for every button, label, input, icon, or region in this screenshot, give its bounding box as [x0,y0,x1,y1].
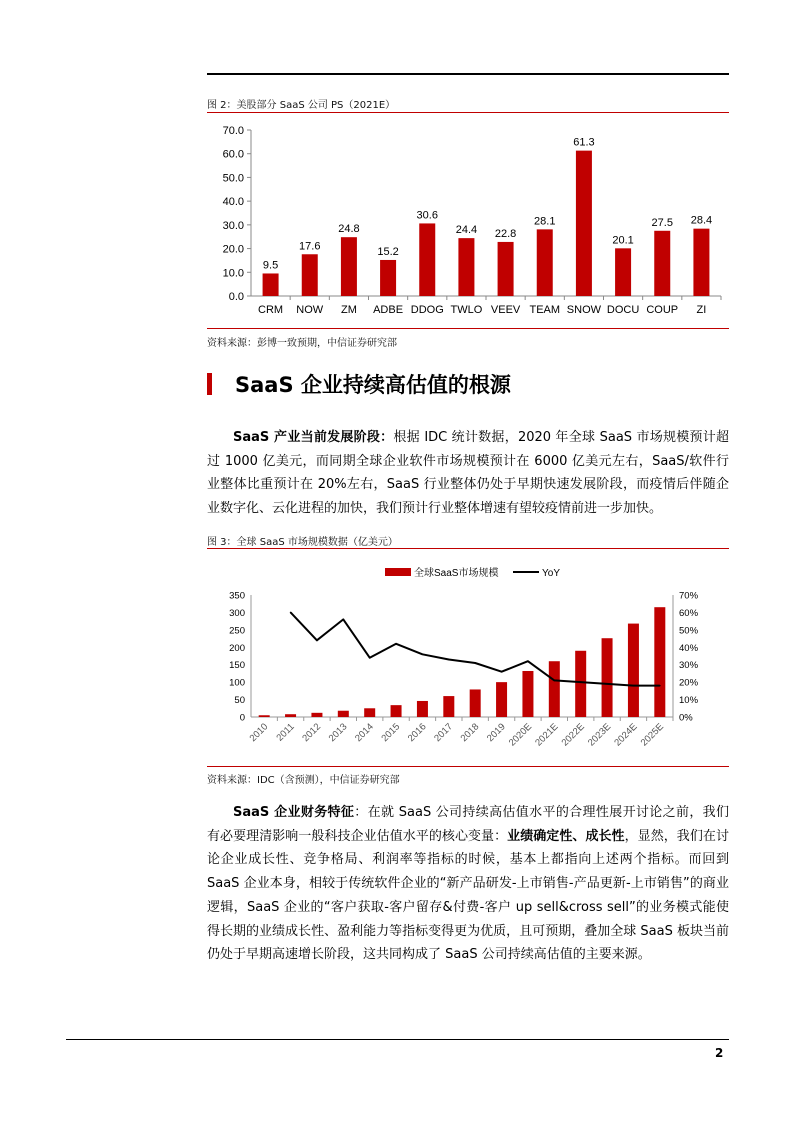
figure-2-top-rule [207,112,729,113]
paragraph-lead: SaaS 企业财务特征 [233,805,355,820]
bar [259,715,270,717]
y-left-tick-label: 250 [229,625,245,637]
y-tick-label: 50.0 [222,172,244,185]
paragraph-text: ，显然，我们在讨论企业成长性、竞争格局、利润率等指标的时候，基本上都指向上述两个指标。而回到 SaaS 企业本身，相较于传统软件企业的“新产品研发-上市销售-产品更新-上市销售”的商业逻辑，SaaS 企业的“客户获取-客户留存&付费-客户 up sell&cross sell”的业务模式能使得长期的业绩成长性、盈利能力等指标变得更为优质，且可预期，叠加全球 SaaS 板块当前仍处于早期高速增长阶段，这共同构成了 SaaS 公司持续高估值的主要来源。 [207,828,729,963]
yoy-point [290,612,292,614]
bar [602,638,613,717]
yoy-point [580,681,582,683]
data-label: 28.1 [534,215,556,228]
figure-2-bottom-rule [207,328,729,329]
data-label: 28.4 [690,214,713,227]
yoy-point [343,619,345,621]
data-label: 15.2 [377,245,399,258]
y-left-tick-label: 50 [234,695,245,707]
header-rule [207,73,729,75]
yoy-point [474,662,476,664]
yoy-point [659,685,661,687]
bar [470,689,481,717]
bar [549,661,560,717]
yoy-point [422,653,424,655]
y-tick-label: 40.0 [222,196,244,209]
footer-rule [66,1039,729,1040]
section-marker [207,373,212,395]
y-right-tick-label: 20% [679,677,699,689]
y-right-tick-label: 70% [679,590,699,602]
x-tick-label: 2018 [458,721,482,745]
yoy-point [501,671,503,673]
saas-market-chart [207,556,729,764]
y-left-tick-label: 200 [229,642,245,654]
x-tick-label: COUP [646,304,679,316]
data-label: 30.6 [416,209,438,222]
bar [443,696,454,717]
x-tick-label: NOW [296,304,324,316]
y-left-tick-label: 100 [229,677,245,689]
bar [537,229,553,296]
data-label: 20.1 [612,234,634,247]
data-label: 27.5 [651,216,673,229]
paragraph-text: 根据 IDC 统计数据，2020 年全球 SaaS 市场规模预计超过 1000 亿美元，而同期全球企业软件市场规模预计在 6000 亿美元左右，SaaS/软件行业整体比重预计在 20%左右，SaaS 行业整体仍处于早期快速发展阶段，而疫情后伴随企业数字化、云化进程的加快，我们预计行业整体增速有望较疫情前进一步加快。 [207,430,730,517]
x-tick-label: VEEV [490,304,521,316]
x-tick-label: SNOW [566,304,602,316]
yoy-point [633,685,635,687]
bar [263,273,279,296]
paragraph-financial-features [207,801,729,967]
x-tick-label: 2015 [379,721,403,745]
x-tick-label: 2013 [326,721,350,745]
bar [417,701,428,717]
x-tick-label: 2019 [484,721,508,745]
figure-3-bottom-rule [207,766,729,767]
data-label: 24.4 [455,224,478,237]
figure-3-top-rule [207,548,729,549]
y-right-tick-label: 30% [679,660,699,672]
x-tick-label: 2020E [506,721,535,749]
x-tick-label: ZM [340,304,357,316]
y-left-tick-label: 0 [239,712,245,724]
bar [628,624,639,717]
x-tick-label: TWLO [450,304,483,316]
bar [338,711,349,717]
x-tick-label: 2016 [405,721,429,745]
y-right-tick-label: 60% [679,607,699,619]
figure-3-source: 资料来源：IDC（含预测），中信证券研究部 [207,775,400,786]
bar [391,705,402,717]
x-tick-label: ADBE [373,304,404,316]
x-tick-label: ZI [696,304,707,316]
bar [522,671,533,717]
x-tick-label: 2010 [247,721,271,745]
bar [615,248,631,296]
y-right-tick-label: 10% [679,695,699,707]
y-left-tick-label: 300 [229,607,245,619]
paragraph-industry-stage [207,426,729,521]
legend-label-line: YoY [542,568,560,579]
page-number: 2 [715,1046,724,1060]
data-label: 61.3 [573,136,595,149]
y-left-tick-label: 350 [229,590,245,602]
figure-2-source: 资料来源：彭博一致预期，中信证券研究部 [207,338,397,349]
yoy-point [554,680,556,682]
bar [341,237,357,296]
x-tick-label: 2017 [432,721,455,745]
y-tick-label: 0.0 [228,291,244,303]
x-tick-label: 2023E [585,721,614,749]
x-tick-label: 2025E [638,721,666,749]
x-tick-label: 2014 [353,721,376,745]
y-tick-label: 70.0 [222,125,244,137]
legend-swatch-bar [385,568,411,576]
bar [575,651,586,717]
y-tick-label: 30.0 [222,219,244,232]
x-tick-label: TEAM [529,304,561,316]
x-tick-label: 2022E [559,721,587,749]
y-right-tick-label: 50% [679,625,699,637]
x-tick-label: CRM [258,304,284,316]
x-tick-label: DDOG [410,304,444,316]
figure-3-caption: 图 3：全球 SaaS 市场规模数据（亿美元） [207,537,398,548]
bar [576,151,592,296]
y-tick-label: 20.0 [222,243,244,256]
yoy-point [369,657,371,659]
bar [498,242,514,296]
data-label: 17.6 [299,240,321,253]
yoy-point [395,643,397,645]
bar [311,713,322,717]
bar [693,229,709,296]
yoy-point [606,683,608,685]
bar [496,682,507,717]
bar [380,260,396,296]
x-tick-label: 2012 [300,721,324,745]
paragraph-lead: SaaS 产业当前发展阶段： [233,430,394,445]
figure-2-caption: 图 2：美股部分 SaaS 公司 PS（2021E） [207,100,396,111]
x-tick-label: 2011 [274,721,297,744]
yoy-point [448,659,450,661]
section-title: SaaS 企业持续高估值的根源 [235,373,511,397]
bar [458,238,474,296]
ps-bar-chart [207,116,729,326]
legend-label-bar: 全球SaaS市场规模 [414,568,499,579]
x-tick-label: 2021E [533,721,561,749]
y-tick-label: 60.0 [222,148,244,161]
y-right-tick-label: 40% [679,642,699,654]
bar [285,714,296,717]
yoy-point [527,660,529,662]
data-label: 22.8 [494,227,517,240]
y-right-tick-label: 0% [679,712,693,724]
x-tick-label: 2024E [612,721,640,749]
x-tick-label: DOCU [606,304,640,316]
data-label: 24.8 [338,223,360,236]
bar [364,708,375,717]
yoy-point [316,640,318,642]
bar [654,607,665,717]
y-tick-label: 10.0 [222,267,244,280]
paragraph-bold: 业绩确定性、成长性 [507,828,625,844]
bar [654,231,670,296]
y-left-tick-label: 150 [229,660,245,672]
bar [302,254,318,296]
data-label: 9.5 [262,259,279,272]
bar [419,223,435,296]
paragraph-text: ：在就 SaaS 公司持续高估值水平的合理性展开讨论之前，我们有必要理清影响一般科技企业估值水平的核心变量： [207,805,730,844]
